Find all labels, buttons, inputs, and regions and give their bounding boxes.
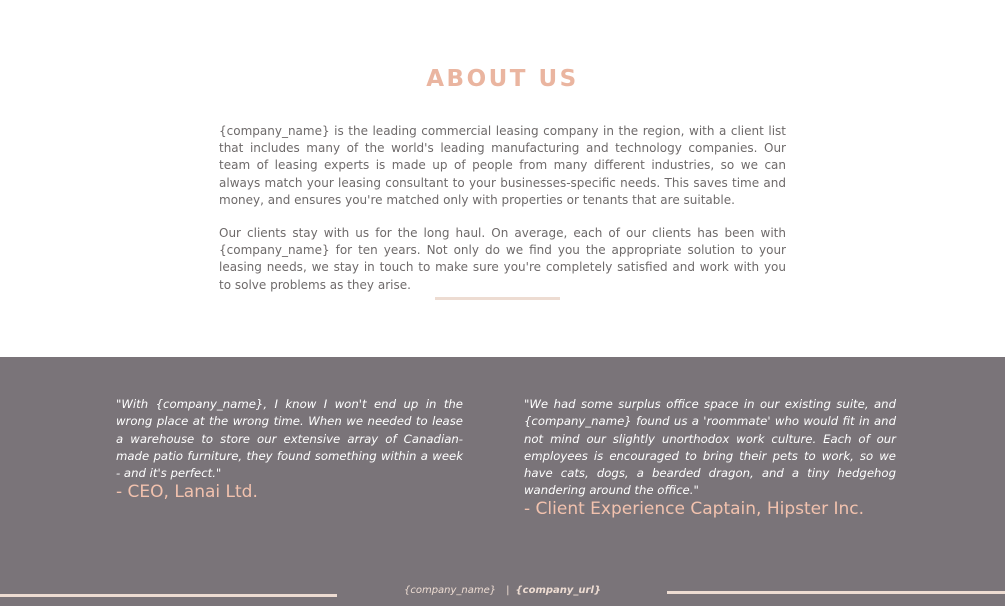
footer-separator: | [506, 585, 510, 596]
footer-company-url[interactable]: {company_url} [515, 585, 602, 596]
testimonial-author: - Client Experience Captain, Hipster Inc. [524, 499, 865, 519]
footer [0, 585, 1005, 596]
about-title: ABOUT US [426, 66, 579, 92]
testimonials-section [0, 357, 1005, 606]
about-paragraph: {company_name} is the leading commercial leasing company in the region, with a client list that includes many of the world's leading manufacturing and technology companies. Our team of leasing experts is made up of people from many different industries, so we can always match your leasing consultant to your businesses-specific needs. This saves time and money, and ensures you're matched only with properties or tenants that are suitable. [219, 124, 786, 207]
testimonial-quote: "With {company_name}, I know I won't end up in the wrong place at the wrong time. When we needed to lease a warehouse to store our extensive array of Canadian-made patio furniture, they found something within a week - and it's perfect." [116, 397, 463, 481]
testimonial-author: - CEO, Lanai Ltd. [116, 482, 258, 502]
section-divider [435, 297, 560, 300]
footer-company-name: {company_name} [403, 585, 497, 596]
about-paragraph: Our clients stay with us for the long haul. On average, each of our clients has been with {company_name} for ten years. Not only do we find you the appropriate solution to your leasing needs, we stay in touch to make sure you're completely satisfied and work with you to solve problems as they arise. [219, 226, 786, 292]
testimonial-quote: "We had some surplus office space in our existing suite, and {company_name} found us a 'roommate' who would fit in and not mind our slightly unorthodox work culture. Each of our employees is encouraged to bring their pets to work, so we have cats, dogs, a bearded dragon, and a tiny hedgehog wandering around the office." [524, 397, 896, 498]
about-text [219, 123, 786, 310]
